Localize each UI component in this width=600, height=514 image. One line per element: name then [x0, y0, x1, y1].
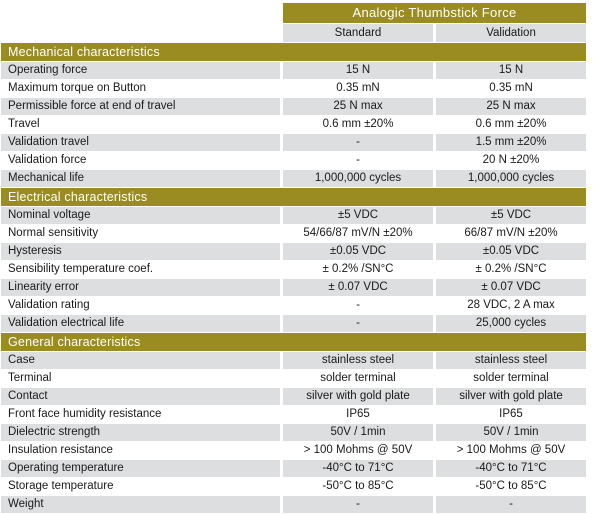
table-row: [1, 116, 586, 134]
cell-standard: -: [283, 152, 433, 170]
cell-standard: -: [283, 134, 433, 152]
row-label: Dielectric strength: [1, 424, 280, 442]
row-label: Insulation resistance: [1, 442, 280, 460]
section-heading: Mechanical characteristics: [1, 43, 280, 62]
cell-standard: -: [283, 297, 433, 315]
cell-validation: -40°C to 71°C: [436, 460, 586, 478]
specification-table: [1, 3, 586, 514]
cell-standard: > 100 Mohms @ 50V: [283, 442, 433, 460]
cell-validation: 20 N ±20%: [436, 152, 586, 170]
cell-validation: stainless steel: [436, 352, 586, 370]
row-label: Sensibility temperature coef.: [1, 261, 280, 279]
table-row: [1, 424, 586, 442]
table-row: [1, 388, 586, 406]
table-row: [1, 279, 586, 297]
cell-validation: silver with gold plate: [436, 388, 586, 406]
row-label: Maximum torque on Button: [1, 80, 280, 98]
section-band-fill: [436, 43, 586, 62]
row-label: Permissible force at end of travel: [1, 98, 280, 116]
table-row: [1, 170, 586, 188]
table-row: [1, 80, 586, 98]
cell-validation: IP65: [436, 406, 586, 424]
row-label: Travel: [1, 116, 280, 134]
cell-standard: -: [283, 315, 433, 333]
row-label: Validation rating: [1, 297, 280, 315]
section-band-fill: [436, 333, 586, 352]
cell-validation: ± 0.2% /SN°C: [436, 261, 586, 279]
table-row: [1, 478, 586, 496]
cell-validation: -50°C to 85°C: [436, 478, 586, 496]
cell-standard: ± 0.07 VDC: [283, 279, 433, 297]
table-row: [1, 315, 586, 333]
cell-validation: > 100 Mohms @ 50V: [436, 442, 586, 460]
table-column-header-row: [1, 24, 586, 43]
row-label: Normal sensitivity: [1, 225, 280, 243]
section-band-fill: [283, 333, 433, 352]
cell-standard: ±5 VDC: [283, 207, 433, 225]
column-header-validation: Validation: [436, 24, 586, 43]
table-row: [1, 152, 586, 170]
row-label: Hysteresis: [1, 243, 280, 261]
row-label: Mechanical life: [1, 170, 280, 188]
row-label: Nominal voltage: [1, 207, 280, 225]
cell-validation: 0.6 mm ±20%: [436, 116, 586, 134]
table-row: [1, 297, 586, 315]
section-header-row: [1, 43, 586, 62]
row-label: Terminal: [1, 370, 280, 388]
row-label: Validation electrical life: [1, 315, 280, 333]
cell-validation: 0.35 mN: [436, 80, 586, 98]
table-row: [1, 134, 586, 152]
table-title-row: [1, 3, 586, 24]
cell-validation: 15 N: [436, 62, 586, 80]
table-row: [1, 352, 586, 370]
cell-standard: 0.35 mN: [283, 80, 433, 98]
cell-standard: ±0.05 VDC: [283, 243, 433, 261]
cell-standard: 15 N: [283, 62, 433, 80]
table-row: [1, 207, 586, 225]
header-row-spacer: [1, 24, 280, 43]
table-row: [1, 261, 586, 279]
cell-validation: ±0.05 VDC: [436, 243, 586, 261]
table-row: [1, 98, 586, 116]
table-row: [1, 406, 586, 424]
cell-standard: -40°C to 71°C: [283, 460, 433, 478]
row-label: Contact: [1, 388, 280, 406]
row-label: Case: [1, 352, 280, 370]
table-row: [1, 460, 586, 478]
table-row: [1, 243, 586, 261]
cell-standard: -50°C to 85°C: [283, 478, 433, 496]
cell-standard: silver with gold plate: [283, 388, 433, 406]
cell-validation: 66/87 mV/N ±20%: [436, 225, 586, 243]
cell-validation: 28 VDC, 2 A max: [436, 297, 586, 315]
cell-standard: solder terminal: [283, 370, 433, 388]
section-band-fill: [436, 188, 586, 207]
table-row: [1, 225, 586, 243]
table-row: [1, 62, 586, 80]
row-label: Operating temperature: [1, 460, 280, 478]
cell-standard: -: [283, 496, 433, 514]
title-row-spacer: [1, 3, 280, 24]
section-header-row: [1, 333, 586, 352]
cell-standard: 1,000,000 cycles: [283, 170, 433, 188]
row-label: Linearity error: [1, 279, 280, 297]
cell-standard: 25 N max: [283, 98, 433, 116]
cell-standard: 50V / 1min: [283, 424, 433, 442]
cell-validation: -: [436, 496, 586, 514]
table-row: [1, 442, 586, 460]
row-label: Validation force: [1, 152, 280, 170]
cell-validation: 25 N max: [436, 98, 586, 116]
table-row: [1, 496, 586, 514]
cell-validation: ± 0.07 VDC: [436, 279, 586, 297]
section-band-fill: [283, 43, 433, 62]
table-row: [1, 370, 586, 388]
cell-validation: ±5 VDC: [436, 207, 586, 225]
section-header-row: [1, 188, 586, 207]
cell-validation: 50V / 1min: [436, 424, 586, 442]
cell-standard: 0.6 mm ±20%: [283, 116, 433, 134]
section-band-fill: [283, 188, 433, 207]
cell-validation: 25,000 cycles: [436, 315, 586, 333]
row-label: Operating force: [1, 62, 280, 80]
row-label: Front face humidity resistance: [1, 406, 280, 424]
row-label: Validation travel: [1, 134, 280, 152]
row-label: Weight: [1, 496, 280, 514]
cell-validation: solder terminal: [436, 370, 586, 388]
cell-standard: 54/66/87 mV/N ±20%: [283, 225, 433, 243]
cell-standard: IP65: [283, 406, 433, 424]
cell-validation: 1,000,000 cycles: [436, 170, 586, 188]
cell-standard: ± 0.2% /SN°C: [283, 261, 433, 279]
column-header-standard: Standard: [283, 24, 433, 43]
cell-standard: stainless steel: [283, 352, 433, 370]
row-label: Storage temperature: [1, 478, 280, 496]
cell-validation: 1.5 mm ±20%: [436, 134, 586, 152]
section-heading: Electrical characteristics: [1, 188, 280, 207]
section-heading: General characteristics: [1, 333, 280, 352]
table-title: Analogic Thumbstick Force: [283, 3, 586, 24]
